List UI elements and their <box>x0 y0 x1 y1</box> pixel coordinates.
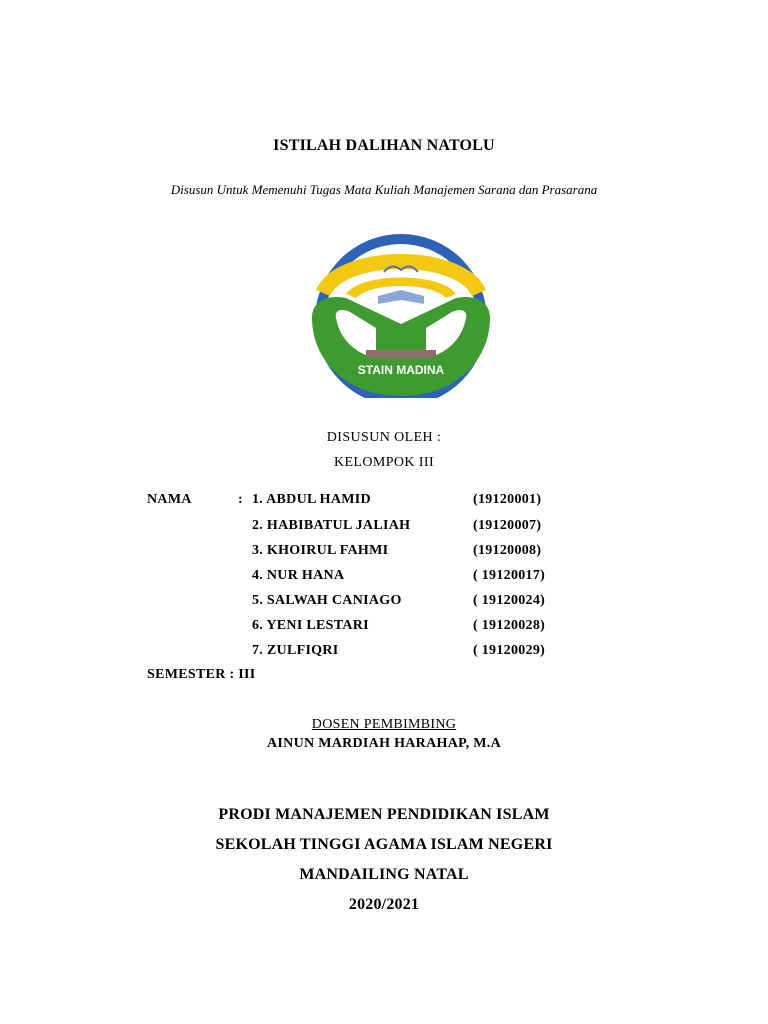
prepared-by-label: DISUSUN OLEH : <box>326 430 442 445</box>
members-label: NAMA <box>147 492 192 507</box>
member-id: ( 19120029) <box>473 643 546 658</box>
supervisor-name: AINUN MARDIAH HARAHAP, M.A <box>267 736 501 751</box>
members-colon: : <box>238 492 243 507</box>
member-id: (19120008) <box>473 543 542 558</box>
logo-text: STAIN MADINA <box>357 363 445 377</box>
member-id: ( 19120024) <box>473 593 546 608</box>
stain-madina-logo-icon <box>306 232 496 398</box>
logo-people-strip <box>366 350 436 358</box>
document-subtitle: Disusun Untuk Memenuhi Tugas Mata Kuliah Manajemen Sarana dan Prasarana <box>170 182 598 197</box>
supervisor-label: DOSEN PEMBIMBING <box>311 717 457 732</box>
institution-location: MANDAILING NATAL <box>299 866 469 883</box>
institution-program: PRODI MANAJEMEN PENDIDIKAN ISLAM <box>218 806 550 823</box>
member-name: 7. ZULFIQRI <box>252 643 339 658</box>
group-label: KELOMPOK III <box>333 455 435 470</box>
member-name: 3. KHOIRUL FAHMI <box>252 543 389 558</box>
institution-name: SEKOLAH TINGGI AGAMA ISLAM NEGERI <box>215 836 553 853</box>
document-title: ISTILAH DALIHAN NATOLU <box>273 137 495 154</box>
member-name: 6. YENI LESTARI <box>252 618 369 633</box>
logo-graphic <box>306 232 496 398</box>
member-id: ( 19120017) <box>473 568 546 583</box>
member-name: 4. NUR HANA <box>252 568 345 583</box>
member-id: (19120007) <box>473 518 542 533</box>
academic-year: 2020/2021 <box>348 896 420 913</box>
member-name: 5. SALWAH CANIAGO <box>252 593 402 608</box>
member-name: 2. HABIBATUL JALIAH <box>252 518 411 533</box>
member-name: 1. ABDUL HAMID <box>252 492 371 507</box>
member-id: (19120001) <box>473 492 542 507</box>
semester-line: SEMESTER : III <box>147 667 256 682</box>
member-id: ( 19120028) <box>473 618 546 633</box>
